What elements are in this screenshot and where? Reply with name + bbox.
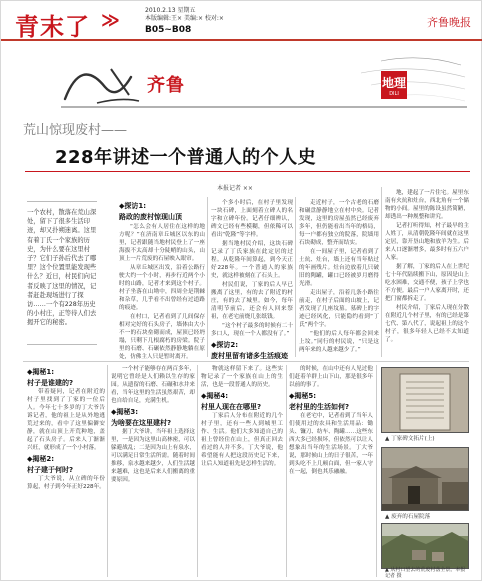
column-divider bbox=[197, 365, 198, 577]
photo-courtyard bbox=[381, 447, 469, 511]
paragraph: 在村口，记者看到了几间保存相对完好的石头房子，墙体由大小不一的石块垒砌而成，屋顶已经坍塌，只剩下几根腐朽的房梁。院子里的石磨、石碾依然静静地躺在原处，仿佛主人只是暂时离开。 bbox=[119, 314, 205, 359]
paragraph: 地，建起了一片住宅。屋里东南有火炕和灶台，西北角有一个储物的小间。屋里的陈设虽然简陋，却透出一种规整和讲究。 bbox=[385, 190, 469, 220]
paragraph: 据了解，丁家的后人在上世纪七十年代陆续搬下山，原因是山上吃水困难，交通不便，孩子上学也不方便。最后一户人家离开时，还把门窗都拆走了。 bbox=[385, 264, 469, 302]
issue-editors: 本版编辑:王× 美编:× 校对:× bbox=[145, 15, 224, 22]
column-divider bbox=[381, 187, 382, 357]
reveal2-label: ◆揭秘2: bbox=[27, 455, 55, 463]
paragraph: 记者打听得知，村子最早的主人姓丁，从清朝乾隆年间就在这里定居，靠开垦山地和放羊为生。后来人口逐渐增多，最多时有五六户人家。 bbox=[385, 223, 469, 261]
text-column-4 bbox=[299, 199, 379, 359]
section-divider bbox=[23, 361, 469, 362]
column-divider bbox=[376, 365, 377, 577]
article-intro: 一个农村，散落在荒山深处，留下了很多生活印迹，却又扑朔迷离。这里有着丁氏一个家族的历史，为什么要在这里村子？它们子孙后代去了哪里？这个位置里能发现些什么？近日，村民们向记者反映了这里的情况，记者赶赴现场进行了探访……一个有228年历史的小村庄，正等待人们去揭开它的秘密。 bbox=[27, 201, 97, 345]
paragraph: 村民介绍，丁家后人现在分散在附近几个村子里，有的已经是第七代、第八代了，说起祖上的这个村子，很多年轻人已经不太知道了。 bbox=[385, 305, 469, 343]
reveal1-question: 村子是谁建的? bbox=[27, 379, 74, 387]
article-byline: 本报记者 ×× bbox=[217, 185, 253, 192]
newspaper-name: 齐鲁晚报 bbox=[427, 16, 471, 29]
issue-meta bbox=[145, 7, 224, 23]
paragraph: 走出屋子，沿着几条小路往前走，在村子后面的山坡上，记者发现了几座坟墓。墓碑上的字迹已经风化，只能隐约看到“丁氏”两个字。 bbox=[299, 290, 379, 328]
reveal1-label: ◆揭秘1: bbox=[27, 368, 55, 376]
paragraph: “这个村子最多的时候有二十多口人，现在一个人都没有了。” bbox=[211, 323, 293, 337]
reveal5-label: ◆揭秘5: bbox=[289, 392, 317, 400]
lower-text-column-4 bbox=[289, 365, 373, 577]
photo1-caption: ▲ 丁家碑文拓片(上) bbox=[385, 436, 435, 442]
corner-badge-sublabel: DILI bbox=[389, 91, 399, 97]
section2-label: ◆探访2: bbox=[211, 341, 239, 349]
lower-text-column-1 bbox=[27, 365, 105, 577]
photo-stone-tablet-image bbox=[382, 368, 469, 433]
paragraph: 一个村子能够存在两百多年，说明它曾经是人们赖以生存的家园。从遗留的石磨、石碾和水井来看，当年这里的生活虽然艰苦，却也自给自足，充满生机。 bbox=[111, 366, 195, 404]
paragraph: 走近村子，一个古老的石磨和碾盘静静地立在村中央。记者发现，这里的房屋虽然已经废弃多年，但仍能看出当年的格局，每一户都有独立的院落，院墙用石块砌成，整齐而结实。 bbox=[299, 200, 379, 246]
lower-text-column-3 bbox=[201, 365, 283, 577]
page-header bbox=[1, 1, 482, 41]
section-title: 齐鲁 bbox=[147, 75, 185, 96]
section-brand-title: 青末了 bbox=[15, 13, 90, 41]
paragraph: “怎么会有人居住在这样的地方呢？”在济南章丘城区以东的山里，记者跟随当地村民登上了一座海拔不太高却十分陡峭的山头，山顶上一片荒废的石屋映入眼帘。 bbox=[119, 224, 205, 262]
issue-date: 2010.2.13 星期五 bbox=[145, 7, 196, 14]
text-column-2 bbox=[119, 199, 205, 359]
paragraph: 个多小时后，在村子里发现一块石碑，上面刻着立碑人的名字和立碑年份。记者仔细辨认，碑文已经有些模糊，但依稀可以看出“乾隆”等字样。 bbox=[211, 200, 293, 238]
column-divider bbox=[107, 365, 108, 577]
reveal2-question: 村子建于何时? bbox=[27, 466, 74, 474]
paragraph: 据当地村民介绍，这块石碑记录了丁氏家族在此定居的过程。从乾隆年间算起，到今天正好228年。一个普通人的家族史，就这样被刻在了石头上。 bbox=[211, 241, 293, 279]
section2-subtitle: 废村里留有诸多生活痕迹 bbox=[211, 352, 288, 359]
section-corner-badge bbox=[381, 71, 407, 99]
paragraph: “他们的后人每年都会回来上坟。”同行的村民说，“只是这两年来的人越来越少了。” bbox=[299, 331, 379, 353]
paragraph: 在老宅中，记者看到了当年人们使用过的农具和生活用品：锄头、镰刀、纺车、陶罐……这些东西大多已经损坏，但依然可以让人想象出当年的生活场景。丁大爷说，那时候山上的日子很苦，一年到头吃不上几顿白面，但一家人守在一起，倒也其乐融融。 bbox=[289, 413, 373, 475]
photo-village-view bbox=[381, 523, 469, 569]
corner-badge-label: 地理 bbox=[381, 76, 406, 90]
paragraph: 丁家后人分布在附近的几个村子里，还有一些人到城里工作、生活。他们大多知道自己的祖上曾经住在山上，但真正回去看过的人并不多。丁大爷说，他希望能有人把这段历史记下来，让后人知道祖先是怎样生活的。 bbox=[201, 413, 283, 467]
page-range: B05~B08 bbox=[145, 25, 192, 35]
column-divider bbox=[286, 365, 287, 577]
text-column-3 bbox=[211, 199, 293, 359]
lower-text-column-2 bbox=[111, 365, 195, 577]
paragraph: 的时候，在山中还有人见过他们赶着羊群上山下山，那是很多年以前的事了。 bbox=[289, 366, 373, 388]
reveal4-label: ◆揭秘4: bbox=[201, 392, 229, 400]
paragraph: 村民们说，丁家的后人早已搬离了这里，有的去了附近的村庄，有的去了城里。如今，每年清明节前后，还会有人回来祭祖，在老宅前烧几张纸钱。 bbox=[211, 282, 293, 320]
headline-divider bbox=[25, 171, 470, 172]
paragraph: 物就这样留下来了。这些实物记录了一个家族在山上的生活，也是一段普通人的历史。 bbox=[201, 366, 283, 388]
paragraph: 带着疑问，记者在附近的村子里找到了丁家的一位后人。今年七十多岁的丁大爷告诉记者，他的祖上是从外地逃荒过来的，看中了这里偏僻安静，就在山顶上开荒种地，盖起了石头房子。后来人丁渐渐兴旺，就形成了一个小村落。 bbox=[27, 389, 105, 451]
paragraph: 丁大爷说，从立碑的年份算起，村子到今年正好228年。 bbox=[27, 476, 105, 490]
column-divider bbox=[207, 197, 208, 357]
reveal5-question: 老村里的生活如何? bbox=[289, 403, 350, 411]
section1-subtitle: 路政的废村惊现山顶 bbox=[119, 213, 182, 221]
column-divider bbox=[295, 197, 296, 357]
photo3-caption: ▲ 从村口望去的荒废村落全景。本报记者 摄 bbox=[385, 567, 466, 579]
paragraph: 据丁大爷讲，当年祖上选择这里，一是因为这里山高林密，可以躲避战乱；二是因为山上有泉水，可以满足日常生活所需。随着时间推移，泉水越来越少，人们生活越来越难，这也是后来人们搬离的重要原因。 bbox=[111, 429, 195, 483]
article-kicker: 荒山惊现废村—— bbox=[23, 123, 128, 138]
photo2-caption: ▲ 废弃的石屋院落 bbox=[385, 514, 431, 520]
chevron-icon: ≫ bbox=[101, 10, 120, 31]
reveal3-label: ◆揭秘3: bbox=[111, 408, 139, 416]
text-column-5 bbox=[385, 189, 469, 359]
reveal4-question: 村里人现在在哪里? bbox=[201, 403, 262, 411]
paragraph: 从章丘城区出发，沿着公路行驶大约一个小时，再步行近两个小时的山路，记者才来到这个村子。村子坐落在山坳中，四周全是荆棘和杂草，几乎看不出曾经有过道路的痕迹。 bbox=[119, 265, 205, 311]
photo-village-view-image bbox=[382, 524, 469, 569]
photo-courtyard-image bbox=[382, 448, 469, 511]
reveal3-question: 为啥要在这里建村? bbox=[111, 419, 172, 427]
section1-label: ◆探访1: bbox=[119, 202, 147, 210]
article-headline: 228年讲述一个普通人的个人史 bbox=[55, 147, 317, 168]
photo-stone-tablet bbox=[381, 367, 469, 433]
paragraph: 在一间屋子里，记者看到了土炕、灶台，墙上还有当年贴过的年画残片。灶台边放着几只破旧的陶罐，罐口已经被岁月磨得光滑。 bbox=[299, 249, 379, 287]
